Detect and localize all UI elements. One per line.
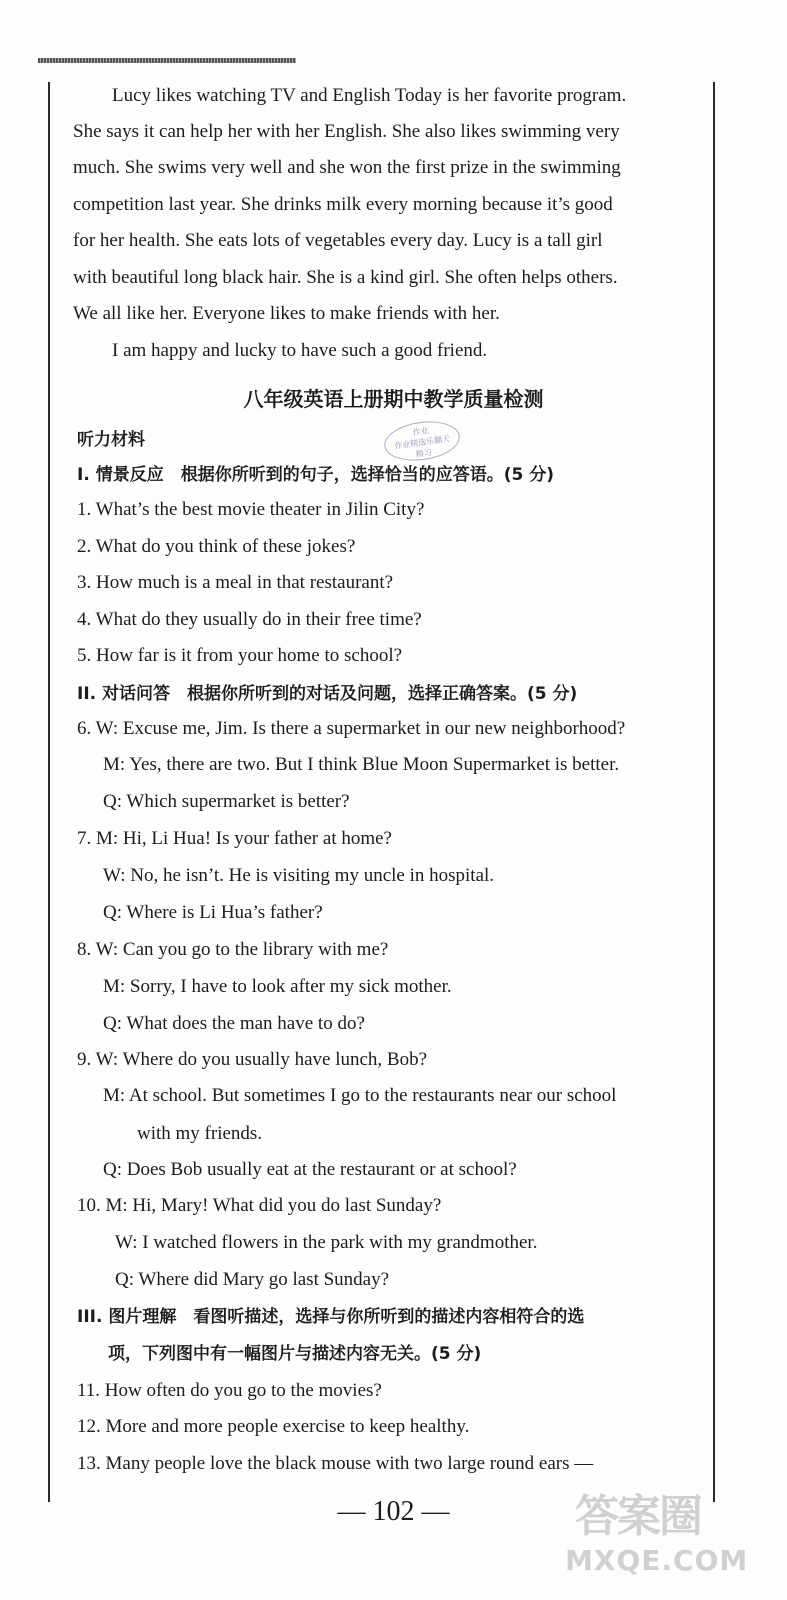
question-line: 3. How much is a meal in that restaurant? (77, 572, 394, 593)
watermark-logo: 答案圈 (575, 1491, 701, 1542)
dialogue-line: M: At school. But sometimes I go to the restaurants near our school (103, 1085, 617, 1106)
dialogue-line: W: I watched flowers in the park with my grandmother. (115, 1232, 538, 1253)
dialogue-line: 6. W: Excuse me, Jim. Is there a supermarket in our new neighborhood? (77, 718, 626, 739)
passage-line: much. She swims very well and she won the first prize in the swimming (73, 157, 621, 178)
question-line: 11. How often do you go to the movies? (77, 1380, 382, 1401)
dialogue-line: Q: What does the man have to do? (103, 1013, 365, 1034)
section-heading-3: III. 图片理解 看图听描述，选择与你所听到的描述内容相符合的选 (77, 1307, 585, 1327)
top-decorative-rule (38, 58, 296, 63)
dialogue-line: W: No, he isn’t. He is visiting my uncle in hospital. (103, 865, 495, 886)
page-title: 八年级英语上册期中教学质量检测 (243, 387, 544, 411)
question-line: 13. Many people love the black mouse with two large round ears — (77, 1453, 594, 1474)
page-number: — 102 — (337, 1496, 450, 1527)
dialogue-line: Q: Where is Li Hua’s father? (103, 902, 323, 923)
dialogue-line: Q: Where did Mary go last Sunday? (115, 1269, 390, 1290)
question-line: 1. What’s the best movie theater in Jilin City? (77, 499, 425, 520)
watermark-url: MXQE.COM (565, 1544, 749, 1577)
watermark (565, 1480, 770, 1590)
question-line: 5. How far is it from your home to school? (77, 645, 403, 666)
dialogue-line: M: Sorry, I have to look after my sick mother. (103, 976, 452, 997)
passage-line: competition last year. She drinks milk every morning because it’s good (73, 194, 613, 215)
question-line: 2. What do you think of these jokes? (77, 536, 356, 557)
dialogue-line: 9. W: Where do you usually have lunch, Bob? (77, 1049, 428, 1070)
material-label: 听力材料 (77, 430, 145, 450)
question-line: 12. More and more people exercise to keep healthy. (77, 1416, 470, 1437)
dialogue-line: 7. M: Hi, Li Hua! Is your father at home? (77, 828, 392, 849)
section-heading-2: II. 对话问答 根据你所听到的对话及问题，选择正确答案。(5 分) (77, 684, 578, 704)
dialogue-line: 10. M: Hi, Mary! What did you do last Sunday? (77, 1195, 442, 1216)
dialogue-line: 8. W: Can you go to the library with me? (77, 939, 389, 960)
section-heading-3-cont: 项，下列图中有一幅图片与描述内容无关。(5 分) (108, 1344, 482, 1364)
question-line: 4. What do they usually do in their free time? (77, 609, 422, 630)
right-border-line (713, 82, 715, 1502)
passage-line: with beautiful long black hair. She is a kind girl. She often helps others. (73, 267, 618, 288)
dialogue-line: Q: Which supermarket is better? (103, 791, 350, 812)
section-heading-1: I. 情景反应 根据你所听到的句子，选择恰当的应答语。(5 分) (77, 465, 554, 485)
dialogue-line: with my friends. (137, 1123, 263, 1144)
passage-line: She says it can help her with her English. She also likes swimming very (73, 121, 620, 142)
dialogue-line: Q: Does Bob usually eat at the restaurant or at school? (103, 1159, 517, 1180)
dialogue-line: M: Yes, there are two. But I think Blue Moon Supermarket is better. (103, 754, 620, 775)
passage-line: for her health. She eats lots of vegetables every day. Lucy is a tall girl (73, 230, 603, 251)
passage-line: I am happy and lucky to have such a good friend. (112, 340, 488, 361)
passage-line: We all like her. Everyone likes to make friends with her. (73, 303, 500, 324)
stamp-seal: 作业 作业精选乐翻天 精习 (382, 417, 463, 465)
left-border-line (48, 82, 50, 1502)
passage-line: Lucy likes watching TV and English Today is her favorite program. (112, 85, 627, 106)
